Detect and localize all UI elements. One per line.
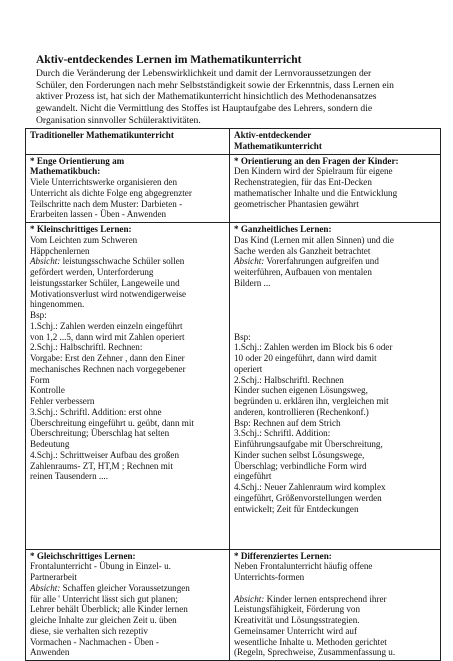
cell-line: Gemeinsamer Unterricht wird auf [234, 625, 357, 636]
table-row [26, 154, 441, 223]
cell-line: Bsp: [30, 310, 47, 320]
cell-line [30, 504, 226, 515]
table-cell [26, 549, 230, 661]
cell-line: Bedeutung [30, 439, 70, 449]
cell-line: Rechenstrategien, für das Ent-Decken [234, 177, 372, 187]
cell-line: Teilschritte nach dem Muster: Darbieten - [30, 198, 183, 209]
cell-line: Kontrolle [30, 385, 65, 396]
cell-line: geometrischer Phantasien gewährt [234, 198, 359, 209]
cell-line: 2.Schj.: Halbschriftl. Rechnen: [30, 342, 143, 353]
header-cell-active [230, 129, 441, 155]
cell-line: Bsp: Rechnen auf dem Strich [234, 417, 341, 428]
absicht-label: Absicht: [30, 582, 61, 593]
cell-line: 3.Schj.: Schriftl. Addition: [234, 428, 331, 439]
cell-line: Anwenden [30, 647, 70, 658]
cell-line: Häppchenlernen [30, 245, 90, 256]
cell-line: (Regeln, Sprechweise, Zusammenfassung u. [234, 647, 396, 658]
cell-line: Unterricht als dichte Folge eng abgegrenzter [30, 187, 192, 198]
cell-line: Partnerarbeit [30, 572, 77, 582]
cell-line: Zahlenraums- ZT, HT,M ; Rechnen mit [30, 460, 173, 471]
table-cell [230, 223, 441, 550]
absicht-label: Absicht: [30, 256, 61, 267]
intro-line: Schüler, den Forderungen nach mehr Selbstständigkeit sowie der Erkenntnis, dass Lernen ein [36, 79, 394, 91]
cell-line: mechanisches Rechnen nach vorgegebener [30, 363, 186, 374]
cell-line: für alle ' Unterricht lässt sich gut planen; [30, 593, 178, 604]
cell-line: von 1,2 ...5, dann wird mit Zahlen operiert [30, 331, 185, 342]
cell-line: reinen Tausendern .... [30, 471, 108, 482]
cell-line: anderen, kontrollieren (Rechenkonf.) [234, 406, 369, 417]
cell-line: Einführungsaufgabe mit Überschreitung, [234, 439, 383, 449]
cell-heading: * Enge Orientierung am [30, 155, 125, 166]
absicht-label: Absicht: [234, 593, 265, 604]
cell-line: begründen u. erklären ihn, vergleichen mit [234, 396, 389, 406]
cell-heading: * Ganzheitliches Lernen: [234, 224, 332, 234]
cell-line: 4.Schj.: Neuer Zahlenraum wird komplex [234, 482, 386, 492]
cell-line [30, 482, 226, 493]
cell-line: weiterführen, Aufbauen von mentalen [234, 267, 372, 277]
cell-line: wesentliche Inhalte u. Methoden gerichtet [234, 636, 387, 647]
comparison-table [25, 128, 441, 661]
table-cell [230, 549, 441, 661]
cell-line: 4.Schj.: Schrittweiser Aufbau des großen [30, 449, 180, 460]
cell-line: mathematischer Inhalte und die Entwicklung [234, 187, 398, 198]
cell-line: gefördert werden, Unterforderung [30, 267, 154, 277]
cell-heading: * Gleichschrittiges Lernen: [30, 550, 136, 561]
table-cell [230, 154, 441, 223]
cell-line: Form [30, 374, 50, 385]
cell-line: diese, sie verhalten sich rezeptiv [30, 625, 148, 636]
cell-line: Bildern ... [234, 277, 271, 288]
cell-line [234, 525, 437, 536]
cell-line: Vom Leichten zum Schweren [30, 234, 138, 245]
cell-line: Vorgabe: Erst den Zehner , dann den Einer [30, 353, 185, 363]
cell-line [30, 536, 226, 547]
intro-line: aktiver Prozess ist, hat sich der Mathematikunterricht hinsichtlich des Methodenansatzes [36, 91, 377, 103]
cell-line: Überschlag; verbindliche Form wird [234, 460, 367, 471]
cell-line: Viele Unterrichtswerke organisieren den [30, 177, 178, 187]
cell-line: 1.Schj.: Zahlen werden einzeln eingeführt [30, 320, 183, 331]
document-title: Aktiv-entdeckendes Lernen im Mathematikunterricht [36, 54, 302, 66]
intro-line: gewandelt. Nicht die Vermittlung des Stoffes ist Hauptaufgabe des Lehrers, sondern die [36, 103, 373, 115]
header-cell-traditional [26, 129, 230, 155]
cell-line: Kinder suchen selbst Lösungswege, [234, 449, 365, 460]
cell-line: leistungsstarker Schüler, Langeweile und [30, 277, 180, 288]
cell-line: leistungsschwache Schüler sollen [60, 256, 185, 267]
cell-line: 1.Schj.: Zahlen werden im Block bis 6 oder [234, 342, 393, 353]
cell-line [234, 514, 437, 525]
cell-line [30, 514, 226, 525]
cell-heading: * Differenziertes Lernen: [234, 550, 332, 561]
header-label: Mathematikunterricht [234, 140, 322, 151]
table-cell [26, 154, 230, 223]
cell-heading: * Orientierung an den Fragen der Kinder: [234, 155, 399, 166]
intro-paragraph [36, 68, 416, 127]
cell-line: Fehler verbessern [30, 396, 95, 406]
cell-line: Überschreitung eingeführt u. geübt, dann mit [30, 417, 194, 428]
cell-line: 2.Schj.: Halbschriftl. Rechnen [234, 374, 344, 385]
table-row [26, 549, 441, 661]
cell-line: hingenommen. [30, 299, 85, 310]
cell-line [30, 525, 226, 536]
cell-line: Lehrer behält Überblick; alle Kinder lernen [30, 604, 188, 615]
cell-line: Leistungsfähigkeit, Förderung von [234, 604, 361, 615]
cell-line: entwickelt; Zeit für Entdeckungen [234, 503, 359, 514]
cell-line: Vormachen - Nachmachen - Üben - [30, 636, 159, 647]
cell-line: Motivationsverlust wird notwendigerweise [30, 288, 187, 299]
cell-line: 3.Schj.: Schriftl. Addition: erst ohne [30, 406, 162, 417]
cell-line: Kreativität und Lösungsstrategien. [234, 615, 360, 625]
cell-line: Schaffen gleicher Voraussetzungen [60, 582, 190, 593]
cell-line: operiert [234, 363, 263, 374]
cell-heading: * Kleinschrittiges Lernen: [30, 224, 132, 234]
cell-line: Erarbeiten lassen - Üben - Anwenden [30, 209, 167, 220]
cell-line: eingeführt, Größenvorstellungen werden [234, 492, 382, 503]
cell-line: Unterrichts-formen [234, 572, 305, 582]
cell-line: Frontalunterricht - Übung in Einzel- u. [30, 561, 171, 572]
table-cell [26, 223, 230, 550]
table-header-row [26, 129, 441, 155]
cell-line: Bsp: [234, 331, 251, 342]
cell-line: Neben Frontalunterricht häufig offene [234, 561, 373, 572]
cell-line: Das Kind (Lernen mit allen Sinnen) und die [234, 234, 394, 245]
cell-line: Kinder suchen eigenen Lösungsweg, [234, 385, 368, 396]
cell-line: gleiche Inhalte zur gleichen Zeit u. üben [30, 615, 177, 625]
absicht-label: Absicht: [234, 256, 265, 267]
intro-line: Organisation sinnvoller Schüleraktivitäten. [36, 114, 201, 126]
cell-line [234, 536, 437, 547]
cell-line: eingeführt [234, 471, 272, 482]
cell-line: 10 oder 20 eingeführt, dann wird damit [234, 353, 377, 363]
cell-line: Vorerfahrungen aufgreifen und [264, 256, 379, 267]
cell-heading: Mathematikbuch: [30, 166, 101, 177]
cell-line: Sache werden als Ganzheit betrachtet [234, 245, 371, 256]
intro-line: Durch die Veränderung der Lebenswirklichkeit und damit der Lernvoraussetzungen der [36, 68, 372, 79]
cell-line: Kinder lernen entsprechend ihrer [264, 593, 387, 604]
cell-line: Den Kindern wird der Spielraum für eigene [234, 166, 393, 177]
cell-line: Überschreitung; Überschlag hat selten [30, 428, 170, 439]
cell-line [30, 493, 226, 504]
header-label: Aktiv-entdeckender [234, 130, 312, 140]
header-label: Traditioneller Mathematikunterricht [30, 130, 174, 140]
table-row [26, 223, 441, 550]
